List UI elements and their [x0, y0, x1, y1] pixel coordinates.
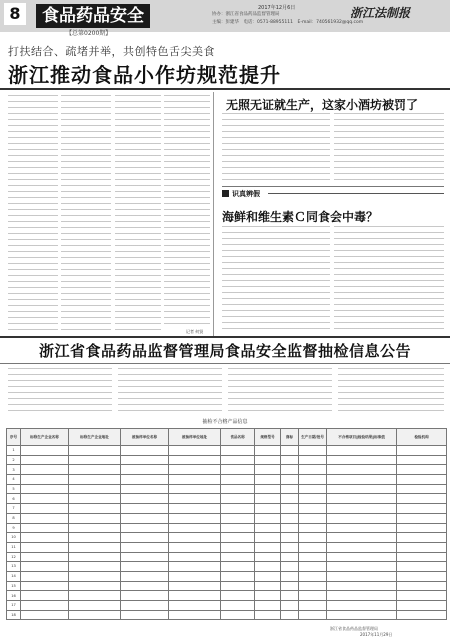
table-cell [221, 562, 255, 572]
notice-column-4 [338, 368, 444, 414]
column-header: 食品名称 [221, 429, 255, 446]
table-cell [327, 523, 397, 533]
notice-top-rule [0, 336, 450, 338]
table-cell [21, 601, 69, 611]
article-column-2 [61, 95, 111, 335]
table-cell [121, 533, 169, 543]
article-column-4 [164, 95, 210, 327]
table-cell [21, 494, 69, 504]
table-cell [299, 591, 327, 601]
table-cell [281, 504, 299, 514]
table-cell [255, 484, 281, 494]
side-article-2-column-1 [222, 226, 330, 334]
table-cell [299, 475, 327, 485]
table-cell [121, 542, 169, 552]
table-cell [121, 581, 169, 591]
table-cell: 16 [7, 591, 21, 601]
column-header: 标称生产企业名称 [21, 429, 69, 446]
table-cell [281, 446, 299, 456]
table-cell [69, 562, 121, 572]
table-cell [21, 562, 69, 572]
side-article-column-1 [222, 113, 330, 183]
table-cell [221, 533, 255, 543]
table-cell: 8 [7, 513, 21, 523]
table-cell [397, 552, 447, 562]
newspaper-logo: 浙江法制报 [350, 6, 411, 20]
table-cell [69, 542, 121, 552]
table-cell [327, 601, 397, 611]
table-cell: 9 [7, 523, 21, 533]
table-cell [299, 581, 327, 591]
table-cell [299, 455, 327, 465]
table-cell [169, 523, 221, 533]
table-row [7, 552, 447, 562]
table-cell [121, 523, 169, 533]
table-cell [121, 465, 169, 475]
table-cell [255, 581, 281, 591]
table-cell [21, 465, 69, 475]
table-row [7, 494, 447, 504]
table-cell: 12 [7, 552, 21, 562]
table-cell [169, 446, 221, 456]
table-cell [299, 484, 327, 494]
table-cell [299, 571, 327, 581]
table-row [7, 542, 447, 552]
table-cell [21, 610, 69, 620]
table-cell [397, 455, 447, 465]
table-cell [299, 494, 327, 504]
table-cell [69, 446, 121, 456]
side-article-2-headline: 海鲜和维生素Ｃ同食会中毒？ [222, 210, 379, 224]
table-cell [69, 513, 121, 523]
table-row [7, 601, 447, 611]
table-cell [21, 581, 69, 591]
table-cell [255, 504, 281, 514]
table-cell [121, 484, 169, 494]
notice-divider [0, 363, 450, 364]
table-cell [121, 562, 169, 572]
table-cell [21, 542, 69, 552]
table-cell [327, 542, 397, 552]
table-cell [281, 562, 299, 572]
column-tag [222, 189, 444, 199]
side-divider [222, 186, 444, 187]
table-cell [281, 542, 299, 552]
table-cell [169, 591, 221, 601]
notice-column-3 [228, 368, 332, 414]
table-cell: 18 [7, 610, 21, 620]
table-cell [397, 571, 447, 581]
table-cell [397, 523, 447, 533]
table-row [7, 591, 447, 601]
table-cell: 7 [7, 504, 21, 514]
table-cell [69, 571, 121, 581]
table-cell [221, 484, 255, 494]
table-row [7, 562, 447, 572]
table-cell [397, 581, 447, 591]
table-cell [327, 484, 397, 494]
table-cell [69, 591, 121, 601]
table-cell [121, 571, 169, 581]
table-cell [121, 494, 169, 504]
table-cell [169, 484, 221, 494]
table-row [7, 455, 447, 465]
table-cell: 1 [7, 446, 21, 456]
table-cell [169, 542, 221, 552]
table-cell [69, 523, 121, 533]
article-column-1 [8, 95, 58, 335]
table-cell [121, 552, 169, 562]
side-article-column-2 [334, 113, 444, 183]
table-header [7, 429, 447, 446]
column-header: 标称生产企业地址 [69, 429, 121, 446]
editor-contact-line: 主编：彭建华 电话：0571-88955111 E-mail：740561932@qq.com [212, 20, 364, 25]
table-cell [169, 513, 221, 523]
table-row [7, 504, 447, 514]
table-cell [169, 581, 221, 591]
table-cell [397, 465, 447, 475]
table-cell: 2 [7, 455, 21, 465]
table-cell [69, 601, 121, 611]
issue-footer-date: 2017年11月29日 [360, 632, 393, 637]
table-row [7, 571, 447, 581]
article-kicker: 打扶结合、疏堵并举，共创特色舌尖美食 [8, 45, 215, 58]
table-cell [121, 513, 169, 523]
table-cell [397, 601, 447, 611]
table-cell [169, 475, 221, 485]
table-cell [299, 610, 327, 620]
page-number: 8 [4, 3, 26, 25]
table-cell: 4 [7, 475, 21, 485]
table-cell [69, 484, 121, 494]
table-cell [221, 475, 255, 485]
table-cell [281, 610, 299, 620]
column-header: 商标 [281, 429, 299, 446]
table-cell [255, 542, 281, 552]
table-cell [255, 465, 281, 475]
table-row [7, 465, 447, 475]
table-cell [69, 504, 121, 514]
table-cell [69, 465, 121, 475]
co-organizer-line: 协办：浙江省食品药品监督管理局 [212, 12, 280, 17]
table-cell: 13 [7, 562, 21, 572]
table-cell: 15 [7, 581, 21, 591]
article-headline: 浙江推动食品小作坊规范提升 [8, 63, 281, 87]
table-cell [69, 610, 121, 620]
table-cell [327, 552, 397, 562]
table-cell [299, 562, 327, 572]
table-cell [169, 601, 221, 611]
table-cell [255, 523, 281, 533]
table-cell [397, 494, 447, 504]
table-cell [121, 455, 169, 465]
notice-column-2 [118, 368, 222, 414]
table-cell [327, 581, 397, 591]
table-cell [221, 465, 255, 475]
table-cell [255, 513, 281, 523]
table-cell [397, 610, 447, 620]
table-cell [169, 571, 221, 581]
table-cell [121, 601, 169, 611]
failed-products-table [6, 428, 447, 620]
table-cell: 5 [7, 484, 21, 494]
table-cell [255, 591, 281, 601]
table-caption: 抽检不合格产品信息 [202, 419, 248, 425]
issue-date: 2017年12月6日 [258, 5, 296, 11]
table-cell [169, 610, 221, 620]
table-cell [69, 533, 121, 543]
table-cell: 10 [7, 533, 21, 543]
section-title: 食品药品安全 [36, 4, 150, 28]
table-cell [281, 601, 299, 611]
section-code: 【总第0200期】 [66, 30, 112, 37]
table-cell [281, 475, 299, 485]
table-cell [221, 523, 255, 533]
table-cell [21, 513, 69, 523]
table-cell [327, 465, 397, 475]
table-cell [169, 465, 221, 475]
table-cell [255, 552, 281, 562]
column-header: 不合格项目‖检验结果‖标准值 [327, 429, 397, 446]
table-cell [169, 533, 221, 543]
table-cell [169, 552, 221, 562]
table-cell [69, 475, 121, 485]
table-cell [327, 455, 397, 465]
table-cell [121, 610, 169, 620]
table-cell [69, 494, 121, 504]
table-cell [69, 581, 121, 591]
table-cell [21, 446, 69, 456]
table-cell [327, 591, 397, 601]
table-cell [69, 552, 121, 562]
table-cell [221, 601, 255, 611]
table-cell [327, 533, 397, 543]
table-cell [327, 513, 397, 523]
table-cell [255, 533, 281, 543]
table-cell [69, 455, 121, 465]
table-cell [281, 465, 299, 475]
table-cell [255, 446, 281, 456]
table-cell [169, 455, 221, 465]
tag-square-icon [222, 190, 229, 197]
tag-rule [268, 193, 444, 194]
column-header: 序号 [7, 429, 21, 446]
table-cell [121, 591, 169, 601]
table-cell [397, 562, 447, 572]
table-cell [221, 591, 255, 601]
table-cell: 14 [7, 571, 21, 581]
column-divider [213, 92, 214, 336]
table-cell [21, 504, 69, 514]
table-cell [299, 533, 327, 543]
table-cell [299, 513, 327, 523]
table-cell: 17 [7, 601, 21, 611]
table-cell [21, 475, 69, 485]
table-cell [299, 601, 327, 611]
table-cell [281, 571, 299, 581]
column-header: 被抽样单位名称 [121, 429, 169, 446]
table-cell [255, 571, 281, 581]
table-cell [281, 552, 299, 562]
article-author: 记者 何贤 [186, 329, 204, 334]
notice-column-1 [8, 368, 112, 414]
table-cell [397, 591, 447, 601]
table-cell [21, 571, 69, 581]
table-cell [397, 484, 447, 494]
table-cell [21, 591, 69, 601]
table-row [7, 513, 447, 523]
table-cell [327, 571, 397, 581]
notice-headline: 浙江省食品药品监督管理局食品安全监督抽检信息公告 [38, 342, 411, 360]
table-cell [299, 542, 327, 552]
table-cell [221, 455, 255, 465]
table-row [7, 484, 447, 494]
table-cell [221, 513, 255, 523]
table-cell [169, 562, 221, 572]
table-cell [221, 581, 255, 591]
column-header: 规格型号 [255, 429, 281, 446]
table-cell [221, 542, 255, 552]
table-cell [397, 542, 447, 552]
table-cell [221, 552, 255, 562]
table-cell [397, 475, 447, 485]
table-cell: 6 [7, 494, 21, 504]
article-column-3 [115, 95, 161, 335]
table-cell [121, 504, 169, 514]
headline-divider [0, 88, 450, 90]
table-cell [327, 504, 397, 514]
table-row [7, 533, 447, 543]
table-cell [221, 494, 255, 504]
table-cell: 3 [7, 465, 21, 475]
table-cell [21, 533, 69, 543]
table-cell [397, 446, 447, 456]
table-cell [299, 465, 327, 475]
table-cell [21, 455, 69, 465]
table-cell [397, 533, 447, 543]
table-cell [397, 513, 447, 523]
table-cell: 11 [7, 542, 21, 552]
table-cell [327, 475, 397, 485]
table-cell [327, 494, 397, 504]
table-cell [255, 494, 281, 504]
table-cell [221, 504, 255, 514]
table-cell [169, 504, 221, 514]
table-cell [121, 446, 169, 456]
table-row [7, 446, 447, 456]
table-row [7, 523, 447, 533]
table-cell [221, 446, 255, 456]
table-cell [327, 446, 397, 456]
table-cell [255, 610, 281, 620]
table-row [7, 581, 447, 591]
issuer-name: 浙江省食品药品监督管理局 [330, 626, 378, 631]
table-cell [121, 475, 169, 485]
table-cell [255, 475, 281, 485]
column-header: 被抽样单位地址 [169, 429, 221, 446]
table-cell [281, 484, 299, 494]
table-cell [281, 533, 299, 543]
table-cell [281, 494, 299, 504]
table-cell [327, 610, 397, 620]
table-cell [281, 513, 299, 523]
table-cell [281, 591, 299, 601]
table-cell [327, 562, 397, 572]
table-cell [299, 552, 327, 562]
side-article-2-column-2 [334, 226, 444, 334]
table-cell [21, 484, 69, 494]
table-cell [281, 455, 299, 465]
tag-label: 识真辨假 [232, 190, 260, 198]
table-row [7, 610, 447, 620]
table-cell [299, 504, 327, 514]
column-header: 检验机构 [397, 429, 447, 446]
table-cell [169, 494, 221, 504]
side-article-headline: 无照无证就生产，这家小酒坊被罚了 [226, 98, 419, 112]
table-cell [281, 581, 299, 591]
table-cell [221, 571, 255, 581]
table-cell [221, 610, 255, 620]
table-cell [21, 552, 69, 562]
table-cell [299, 446, 327, 456]
table-cell [255, 562, 281, 572]
column-header: 生产日期/批号 [299, 429, 327, 446]
table-row [7, 475, 447, 485]
table-cell [397, 504, 447, 514]
table-cell [21, 523, 69, 533]
table-cell [255, 601, 281, 611]
table-cell [281, 523, 299, 533]
table-cell [299, 523, 327, 533]
table-cell [255, 455, 281, 465]
